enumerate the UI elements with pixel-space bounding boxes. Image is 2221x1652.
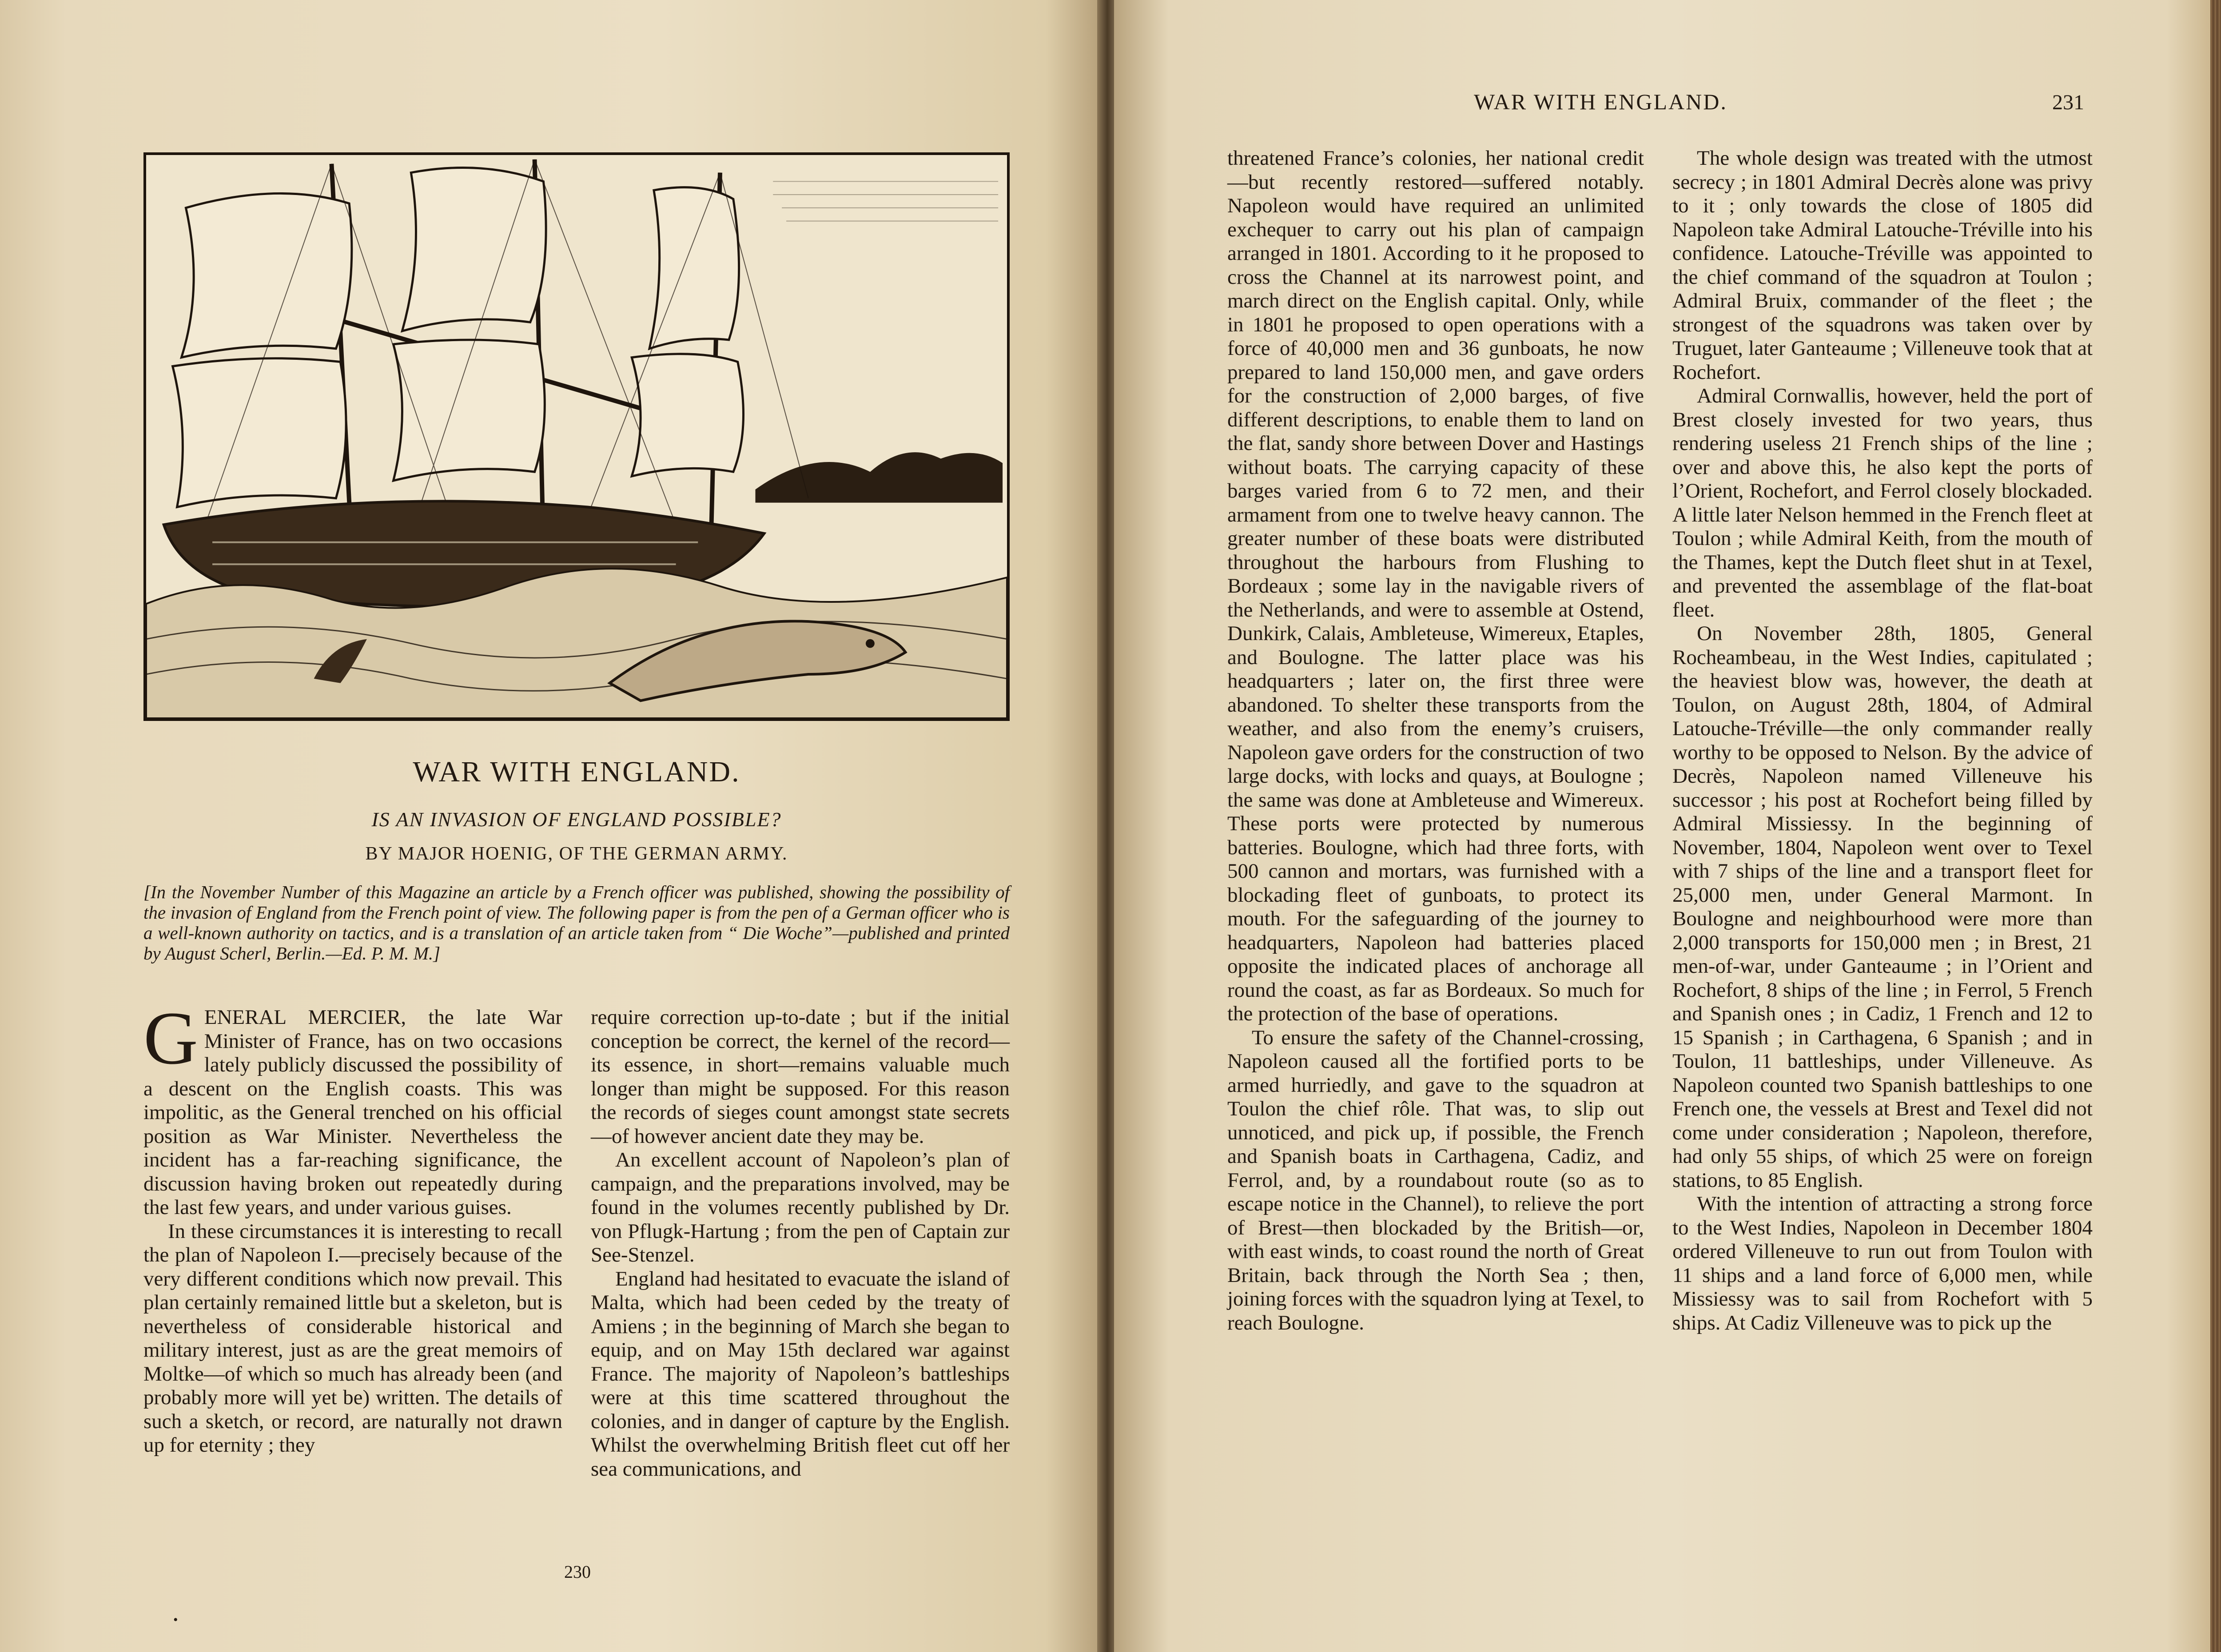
article-subtitle: IS AN INVASION OF ENGLAND POSSIBLE?	[371, 808, 782, 831]
paragraph: ENERAL MERCIER, the late War Minister of France, has on two occasions lately publicly discussed the possibility of a descent on the English coasts. This was impolitic, as the General trenched on his official position as War Minister. Nevertheless the incident has a far-reaching significance, the discussion having broken out repeatedly during the last few years, and under various guises.	[143, 1006, 562, 1219]
left-column	[143, 996, 562, 1457]
right-column-left-page	[591, 1006, 1010, 1481]
paragraph: To ensure the safety of the Channel-crossing, Napoleon caused all the fortified ports to be armed hurriedly, and gave to the squadron at Toulon the chief rôle. That was, to slip out unnoticed, and pick up, if possible, the French and Spanish boats in Carthagena, Cadiz, and Ferrol, and, by a roundabout route (so as to escape notice in the Channel), to relieve the port of Brest—then blockaded by the British—or, with east winds, to coast round the north of Great Britain, back through the North Sea ; then, joining forces with the squadron lying at Texel, to reach Boulogne.	[1227, 1026, 1644, 1334]
article-byline: BY MAJOR HOENIG, OF THE GERMAN ARMY.	[365, 844, 788, 864]
page-number-right: 231	[2052, 91, 2084, 114]
book-page-edges	[2210, 0, 2221, 1652]
paragraph: On November 28th, 1805, General Rocheambeau, in the West Indies, capitulated ; the heaviest blow was, however, the death at Toulon, on August 28th, 1804, of Admiral Latouche-Tréville—the only commander really worthy to be opposed to Nelson. By the advice of Decrès, Napoleon named Villeneuve his successor ; his post at Rochefort being filled by Admiral Missiessy. In the beginning of November, 1804, Napoleon went over to Texel with 7 ships of the line and a transport fleet for 25,000 men, under General Marmont. In Boulogne and neighbourhood were more than 2,000 transports for 150,000 men ; in Brest, 21 men-of-war, under Ganteaume ; in l’Orient and Rochefort, 8 ships of the line ; in Ferrol, 5 French and Spanish ones ; in Cadiz, 1 French and 12 to 15 Spanish ; in Carthagena, 6 Spanish ; and in Toulon, 11 battleships, under Villeneuve. As Napoleon counted two Spanish battleships to one French one, the vessels at Brest and Texel did not come under consideration ; Napoleon, therefore, had only 55 ships, of which 25 were on foreign stations, to 85 English.	[1672, 622, 2093, 1192]
printer-mark: •	[173, 1612, 178, 1627]
article-title: WAR WITH ENGLAND.	[413, 756, 740, 788]
ship-illustration	[143, 152, 1010, 721]
paragraph: An excellent account of Napoleon’s plan of campaign, and the preparations involved, may be found in the volumes recently published by Dr. von Pflugk-Hartung ; from the pen of Captain zur See-Stenzel.	[591, 1148, 1010, 1266]
paragraph: In these circumstances it is interesting to recall the plan of Napoleon I.—precisely because of the very different conditions which now prevail. This plan certainly remained little but a skeleton, but is nevertheless of considerable historical and military interest, just as are the great memoirs of Moltke—of which so much has already been (and probably more will yet be) written. The details of such a sketch, or record, are naturally not drawn up for eternity ; they	[143, 1219, 562, 1457]
editor-note: [In the November Number of this Magazine an article by a French officer was published, showing the possibility of the invasion of England from the French point of view. The following paper is from the pen of a German officer who is a well-known authority on tactics, and is a translation of an article taken from “ Die Woche”—published and printed by August Scherl, Berlin.—Ed. P. M. M.]	[143, 882, 1010, 963]
paragraph: The whole design was treated with the utmost secrecy ; in 1801 Admiral Decrès alone was privy to it ; only towards the close of 1805 did Napoleon take Admiral Latouche-Tréville into his confidence. Latouche-Tréville was appointed to the chief command of the squadron at Toulon ; Admiral Bruix, commander of the fleet ; the strongest of the squadrons was taken over by Truguet, later Ganteaume ; Villeneuve took that at Rochefort.	[1672, 147, 2093, 384]
paragraph: threatened France’s colonies, her national credit—but recently restored—suffered notably. Napoleon would have required an unlimited exchequer to carry out his plan of campaign arranged in 1801. According to it he proposed to cross the Channel at its narrowest point, and march direct on the English capital. Only, while in 1801 he proposed to open operations with a force of 40,000 men and 36 gunboats, he now prepared to land 150,000 men, and gave orders for the construction of 2,000 barges, of five different descriptions, to enable them to land on the flat, sandy shore between Dover and Hastings without boats. The carrying capacity of these barges varied from 6 to 72 men, and their armament from one to twelve heavy cannon. The greater number of these boats were distributed throughout the harbours from Flushing to Bordeaux ; some lay in the navigable rivers of the Netherlands, and were to assemble at Ostend, Dunkirk, Calais, Ambleteuse, Wimereux, Etaples, and Boulogne. The latter place was his headquarters ; later on, the first three were abandoned. To shelter these transports from the weather, and also from the enemy’s cruisers, Napoleon gave orders for the construction of two large docks, with locks and quays, at Boulogne ; the same was done at Ambleteuse and Wimereux. These ports were protected by numerous batteries. Boulogne, which had three forts, with 500 cannon and mortars, was furnished with a blockading fleet of gunboats, to protect its mouth. For the safeguarding of the journey to headquarters, Napoleon had batteries placed opposite the indicated places of anchorage all round the coast, as far as Bordeaux. So much for the protection of the base of operations.	[1227, 147, 1644, 1025]
ship-illustration-drawing	[146, 155, 1007, 718]
paragraph: England had hesitated to evacuate the island of Malta, which had been ceded by the treaty of Amiens ; in the beginning of March she began to equip, and on May 15th declared war against France. The majority of Napoleon’s battleships were at this time scattered throughout the colonies, and in danger of capture by the English. Whilst the overwhelming British fleet cut off her sea communications, and	[591, 1267, 1010, 1481]
paragraph: Admiral Cornwallis, however, held the port of Brest closely invested for two years, thus rendering useless 21 French ships of the line ; over and above this, he also kept the ports of l’Orient, Rochefort, and Ferrol closely blockaded. A little later Nelson hemmed in the French fleet at Toulon ; while Admiral Keith, from the mouth of the Thames, kept the Dutch fleet shut in at Texel, and prevented the assemblage of the flat-boat fleet.	[1672, 384, 2093, 621]
paragraph: With the intention of attracting a strong force to the West Indies, Napoleon in December 1804 ordered Villeneuve to run out from Toulon with 11 ships and a land force of 6,000 men, while Missiessy was to sail from Rochefort with 5 ships. At Cadiz Villeneuve was to pick up the	[1672, 1192, 2093, 1334]
left-column-right-page	[1227, 147, 1644, 1335]
paragraph: require correction up-to-date ; but if the initial conception be correct, the kernel of the record—its essence, in short—remains valuable much longer than might be supposed. For this reason the records of sieges count amongst state secrets—of however ancient date they may be.	[591, 1006, 1010, 1148]
page-number-left: 230	[564, 1562, 591, 1582]
drop-cap: G	[143, 996, 198, 1080]
right-column-right-page	[1672, 147, 2093, 1335]
running-head: WAR WITH ENGLAND.	[1474, 89, 1727, 114]
